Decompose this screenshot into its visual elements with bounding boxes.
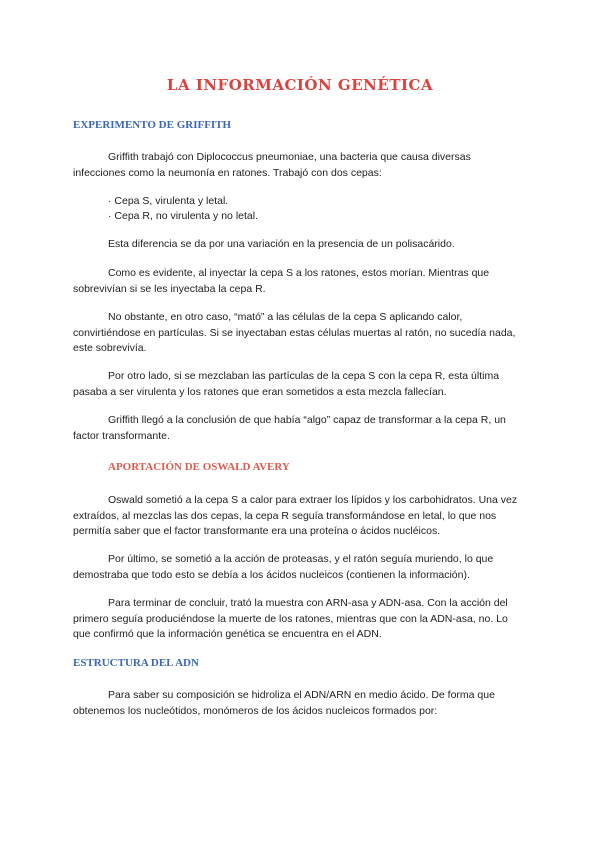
paragraph-griffith-2: Como es evidente, al inyectar la cepa S a los ratones, estos morían. Mientras que sobrevivían si se les inyectaba la cepa R.	[73, 267, 490, 295]
paragraph-griffith-intro: Griffith trabajó con Diplococcus pneumoniae, una bacteria que causa diversas infecciones como la neumonía en ratones. Trabajó con dos cepas:	[73, 151, 471, 179]
paragraph-avery-3: Para terminar de concluir, trató la muestra con ARN-asa y ADN-asa. Con la acción del primero seguía produciéndose la muerte de los ratones, mientras que con la ADN-asa, no. Lo que confirmó que la información genética se encuentra en el ADN.	[73, 597, 508, 640]
heading-adn: ESTRUCTURA DEL ADN	[73, 657, 199, 669]
paragraph-griffith-3: No obstante, en otro caso, “mató” a las células de la cepa S aplicando calor, convirtiéndose en partículas. Si se inyectaban estas células muertas al ratón, no sucedía nada, este sobrevivía.	[73, 311, 516, 354]
heading-avery: APORTACIÓN DE OSWALD AVERY	[108, 461, 290, 473]
paragraph-adn-1: Para saber su composición se hidroliza el ADN/ARN en medio ácido. De forma que obtenemos los nucleótidos, monómeros de los ácidos nucleicos formados por:	[73, 689, 495, 717]
paragraph-griffith-1: Esta diferencia se da por una variación en la presencia de un polisacárido.	[108, 238, 455, 250]
paragraph-griffith-4: Por otro lado, si se mezclaban las partículas de la cepa S con la cepa R, esta última pasaba a ser virulenta y los ratones que eran sometidos a esta mezcla fallecían.	[73, 370, 500, 398]
list-item-cepa-s: · Cepa S, virulenta y letal.	[108, 195, 229, 207]
paragraph-griffith-5: Griffith llegó a la conclusión de que había “algo” capaz de transformar a la cepa R, un factor transformante.	[73, 414, 506, 442]
heading-griffith: EXPERIMENTO DE GRIFFITH	[73, 119, 232, 131]
page-title: LA INFORMACIÓN GENÉTICA	[166, 76, 434, 94]
paragraph-avery-2: Por último, se sometió a la acción de proteasas, y el ratón seguía muriendo, lo que demostraba que todo esto se debía a los ácidos nucleicos (contienen la información).	[73, 553, 494, 581]
list-item-cepa-r: · Cepa R, no virulenta y no letal.	[108, 210, 258, 222]
paragraph-avery-1: Oswald sometió a la cepa S a calor para extraer los lípidos y los carbohidratos. Una vez extraídos, al mezclas las dos cepas, la cepa R seguía transformándose en letal, lo que nos permitía saber que el factor transformante era una proteína o ácidos nucléicos.	[73, 494, 518, 537]
